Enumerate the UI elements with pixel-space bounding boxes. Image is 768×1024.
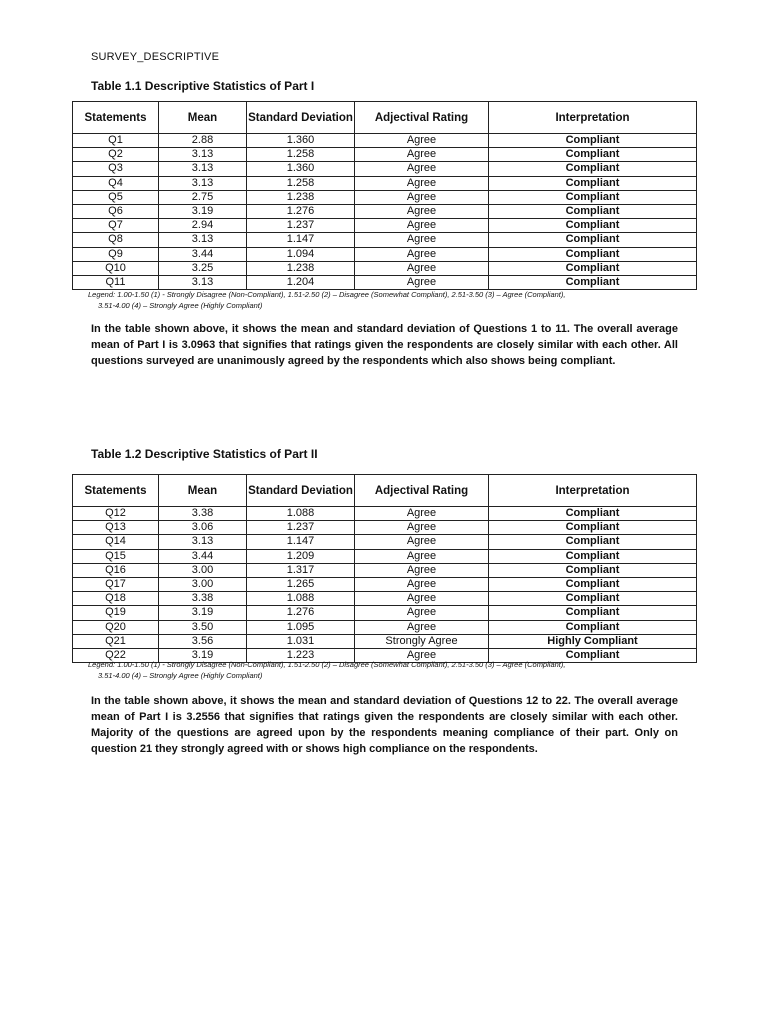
cell-interpretation: Highly Compliant: [489, 634, 697, 648]
cell-statement: Q15: [73, 549, 159, 563]
cell-statement: Q12: [73, 507, 159, 521]
table-row: [73, 205, 697, 219]
cell-mean: 3.19: [159, 205, 247, 219]
cell-statement: Q3: [73, 162, 159, 176]
cell-standard-deviation: 1.238: [247, 261, 355, 275]
cell-adjectival-rating: Agree: [355, 148, 489, 162]
cell-mean: 3.38: [159, 507, 247, 521]
cell-adjectival-rating: Agree: [355, 606, 489, 620]
cell-statement: Q16: [73, 563, 159, 577]
table2: [72, 474, 697, 663]
cell-standard-deviation: 1.088: [247, 592, 355, 606]
cell-interpretation: Compliant: [489, 205, 697, 219]
cell-standard-deviation: 1.223: [247, 649, 355, 663]
cell-mean: 2.88: [159, 134, 247, 148]
cell-standard-deviation: 1.360: [247, 134, 355, 148]
cell-standard-deviation: 1.317: [247, 563, 355, 577]
header-adjectival-rating: Adjectival Rating: [355, 475, 489, 507]
cell-mean: 3.13: [159, 276, 247, 290]
cell-mean: 3.19: [159, 649, 247, 663]
cell-standard-deviation: 1.031: [247, 634, 355, 648]
cell-mean: 3.44: [159, 247, 247, 261]
table-row: [73, 148, 697, 162]
cell-statement: Q20: [73, 620, 159, 634]
table-row: [73, 162, 697, 176]
cell-standard-deviation: 1.276: [247, 606, 355, 620]
cell-statement: Q1: [73, 134, 159, 148]
document-title: SURVEY_DESCRIPTIVE: [91, 51, 220, 63]
cell-mean: 3.00: [159, 563, 247, 577]
cell-adjectival-rating: Agree: [355, 134, 489, 148]
cell-statement: Q14: [73, 535, 159, 549]
table-row: [73, 507, 697, 521]
cell-interpretation: Compliant: [489, 521, 697, 535]
cell-interpretation: Compliant: [489, 592, 697, 606]
table1-paragraph: In the table shown above, it shows the mean and standard deviation of Questions 1 to 11. The overall average mean of Part I is 3.0963 that signifies that ratings given the respondents are closely similar with each other. All questions surveyed are unanimously agreed by the respondents which also shows being compliant.: [91, 323, 678, 367]
header-statements: Statements: [73, 475, 159, 507]
cell-statement: Q18: [73, 592, 159, 606]
header-mean: Mean: [159, 475, 247, 507]
cell-statement: Q7: [73, 219, 159, 233]
cell-mean: 3.13: [159, 162, 247, 176]
cell-standard-deviation: 1.147: [247, 233, 355, 247]
cell-standard-deviation: 1.258: [247, 148, 355, 162]
cell-adjectival-rating: Agree: [355, 261, 489, 275]
cell-adjectival-rating: Agree: [355, 592, 489, 606]
cell-standard-deviation: 1.265: [247, 578, 355, 592]
table1: [72, 101, 697, 290]
cell-mean: 3.44: [159, 549, 247, 563]
cell-mean: 3.25: [159, 261, 247, 275]
table-row: [73, 563, 697, 577]
cell-interpretation: Compliant: [489, 649, 697, 663]
cell-statement: Q11: [73, 276, 159, 290]
header-statements: Statements: [73, 102, 159, 134]
cell-adjectival-rating: Agree: [355, 521, 489, 535]
cell-standard-deviation: 1.088: [247, 507, 355, 521]
cell-adjectival-rating: Strongly Agree: [355, 634, 489, 648]
cell-statement: Q9: [73, 247, 159, 261]
table-row: [73, 261, 697, 275]
cell-adjectival-rating: Agree: [355, 219, 489, 233]
table1-legend: [88, 289, 688, 311]
cell-statement: Q5: [73, 190, 159, 204]
table-row: [73, 634, 697, 648]
cell-mean: 3.13: [159, 535, 247, 549]
cell-adjectival-rating: Agree: [355, 205, 489, 219]
cell-interpretation: Compliant: [489, 261, 697, 275]
cell-mean: 3.38: [159, 592, 247, 606]
table-row: [73, 233, 697, 247]
cell-mean: 3.50: [159, 620, 247, 634]
cell-statement: Q4: [73, 176, 159, 190]
table-row: [73, 190, 697, 204]
legend-line-1: Legend: 1.00-1.50 (1) - Strongly Disagree (Non-Compliant), 1.51-2.50 (2) – Disagree (Somewhat Compliant), 2.51-3.50 (3) – Agree (Compliant),: [88, 660, 566, 669]
header-standard-deviation: Standard Deviation: [247, 475, 355, 507]
cell-standard-deviation: 1.238: [247, 190, 355, 204]
cell-statement: Q17: [73, 578, 159, 592]
cell-adjectival-rating: Agree: [355, 507, 489, 521]
cell-adjectival-rating: Agree: [355, 190, 489, 204]
table-row: [73, 535, 697, 549]
cell-interpretation: Compliant: [489, 190, 697, 204]
cell-standard-deviation: 1.360: [247, 162, 355, 176]
cell-adjectival-rating: Agree: [355, 620, 489, 634]
cell-adjectival-rating: Agree: [355, 549, 489, 563]
cell-mean: 3.06: [159, 521, 247, 535]
cell-mean: 3.13: [159, 148, 247, 162]
cell-standard-deviation: 1.095: [247, 620, 355, 634]
table-row: [73, 620, 697, 634]
cell-mean: 2.75: [159, 190, 247, 204]
cell-interpretation: Compliant: [489, 535, 697, 549]
table-row: [73, 578, 697, 592]
cell-interpretation: Compliant: [489, 233, 697, 247]
cell-interpretation: Compliant: [489, 563, 697, 577]
cell-interpretation: Compliant: [489, 606, 697, 620]
cell-statement: Q6: [73, 205, 159, 219]
table1-header-row: [73, 102, 697, 134]
legend-line-2: 3.51-4.00 (4) – Strongly Agree (Highly Compliant): [98, 301, 263, 310]
table2-caption: Table 1.2 Descriptive Statistics of Part II: [91, 447, 318, 461]
cell-statement: Q8: [73, 233, 159, 247]
cell-adjectival-rating: Agree: [355, 563, 489, 577]
table2-header-row: [73, 475, 697, 507]
cell-mean: 3.13: [159, 176, 247, 190]
cell-adjectival-rating: Agree: [355, 535, 489, 549]
cell-standard-deviation: 1.209: [247, 549, 355, 563]
cell-interpretation: Compliant: [489, 176, 697, 190]
header-mean: Mean: [159, 102, 247, 134]
cell-statement: Q2: [73, 148, 159, 162]
cell-interpretation: Compliant: [489, 507, 697, 521]
table2-legend: [88, 659, 688, 681]
cell-mean: 3.13: [159, 233, 247, 247]
cell-statement: Q19: [73, 606, 159, 620]
header-interpretation: Interpretation: [489, 475, 697, 507]
table-row: [73, 247, 697, 261]
cell-adjectival-rating: Agree: [355, 176, 489, 190]
cell-interpretation: Compliant: [489, 219, 697, 233]
header-interpretation: Interpretation: [489, 102, 697, 134]
cell-standard-deviation: 1.237: [247, 521, 355, 535]
cell-interpretation: Compliant: [489, 247, 697, 261]
cell-standard-deviation: 1.147: [247, 535, 355, 549]
cell-mean: 3.00: [159, 578, 247, 592]
cell-adjectival-rating: Agree: [355, 162, 489, 176]
cell-standard-deviation: 1.094: [247, 247, 355, 261]
header-adjectival-rating: Adjectival Rating: [355, 102, 489, 134]
table-row: [73, 521, 697, 535]
cell-interpretation: Compliant: [489, 620, 697, 634]
cell-statement: Q10: [73, 261, 159, 275]
table-row: [73, 549, 697, 563]
cell-interpretation: Compliant: [489, 578, 697, 592]
table-row: [73, 606, 697, 620]
table-row: [73, 176, 697, 190]
cell-statement: Q21: [73, 634, 159, 648]
cell-standard-deviation: 1.237: [247, 219, 355, 233]
legend-line-2: 3.51-4.00 (4) – Strongly Agree (Highly Compliant): [98, 671, 263, 680]
cell-interpretation: Compliant: [489, 148, 697, 162]
cell-statement: Q13: [73, 521, 159, 535]
table2-paragraph: In the table shown above, it shows the mean and standard deviation of Questions 12 to 22. The overall average mean of Part I is 3.2556 that signifies that ratings given the respondents are closely similar with each other. Majority of the questions are agreed upon by the respondents meaning compliance of their part. Only on question 21 they strongly agreed with or shows high compliance on the respondents.: [91, 695, 678, 755]
cell-adjectival-rating: Agree: [355, 578, 489, 592]
cell-adjectival-rating: Agree: [355, 649, 489, 663]
cell-interpretation: Compliant: [489, 549, 697, 563]
table-row: [73, 592, 697, 606]
cell-standard-deviation: 1.204: [247, 276, 355, 290]
legend-line-1: Legend: 1.00-1.50 (1) - Strongly Disagree (Non-Compliant), 1.51-2.50 (2) – Disagree (Somewhat Compliant), 2.51-3.50 (3) – Agree (Compliant),: [88, 290, 566, 299]
cell-mean: 3.56: [159, 634, 247, 648]
cell-interpretation: Compliant: [489, 134, 697, 148]
cell-standard-deviation: 1.276: [247, 205, 355, 219]
table1-caption: Table 1.1 Descriptive Statistics of Part I: [91, 79, 315, 93]
table-row: [73, 134, 697, 148]
header-standard-deviation: Standard Deviation: [247, 102, 355, 134]
table-row: [73, 219, 697, 233]
cell-adjectival-rating: Agree: [355, 247, 489, 261]
cell-standard-deviation: 1.258: [247, 176, 355, 190]
cell-interpretation: Compliant: [489, 276, 697, 290]
cell-mean: 2.94: [159, 219, 247, 233]
cell-interpretation: Compliant: [489, 162, 697, 176]
cell-adjectival-rating: Agree: [355, 233, 489, 247]
cell-statement: Q22: [73, 649, 159, 663]
cell-adjectival-rating: Agree: [355, 276, 489, 290]
cell-mean: 3.19: [159, 606, 247, 620]
table-row: [73, 276, 697, 290]
